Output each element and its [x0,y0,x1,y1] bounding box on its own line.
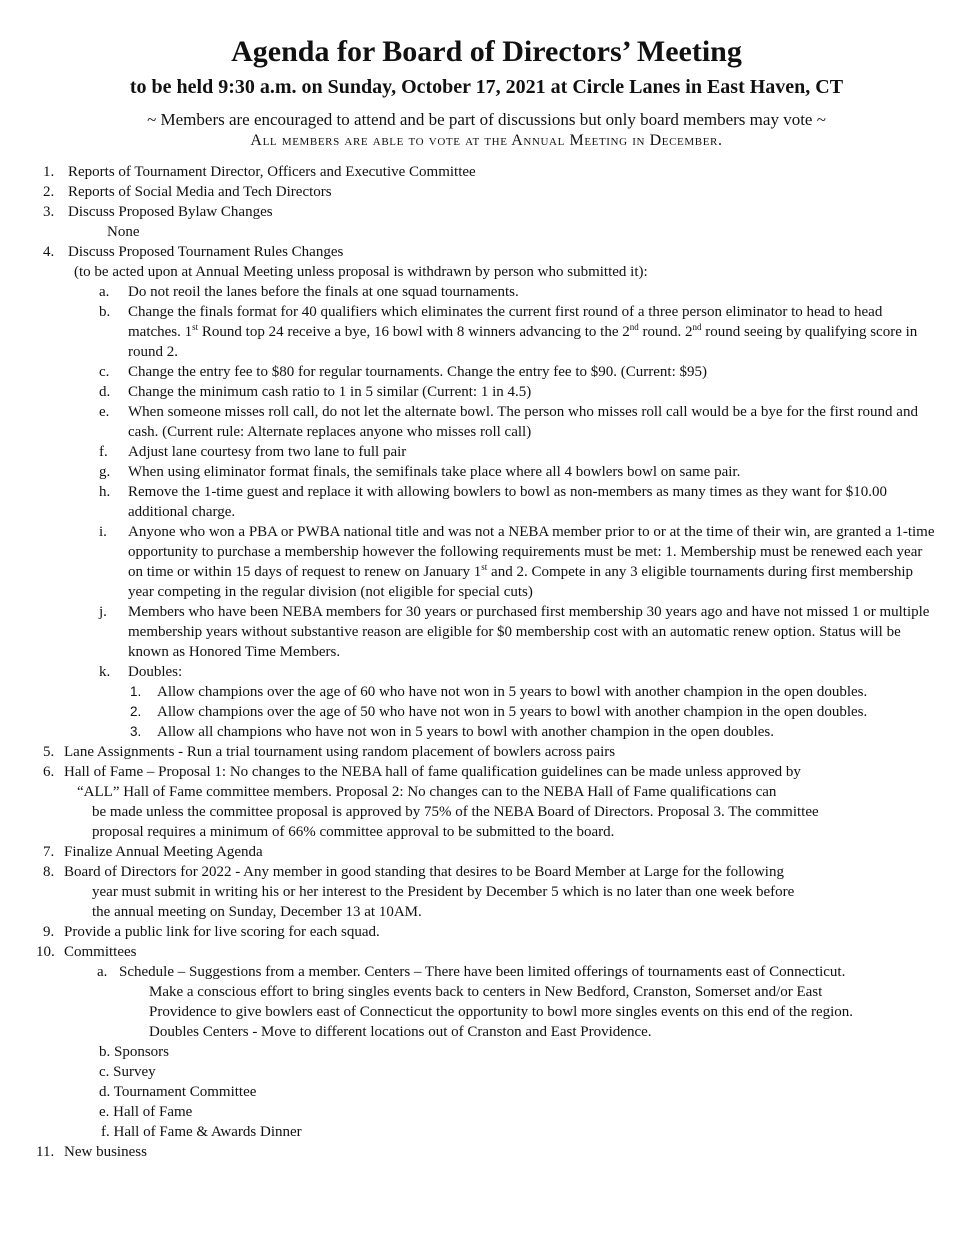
sub-item-label: d. [99,384,111,400]
agenda-item-8-line [0,882,973,902]
option-text: Allow champions over the age of 50 who have not won in 5 years to bowl with another champion in the open doubles. [157,704,868,720]
meeting-details: to be held 9:30 a.m. on Sunday, October 17, 2021 at Circle Lanes in East Haven, CT [129,76,844,98]
item-text: Reports of Tournament Director, Officers and Executive Committee [68,164,476,180]
sub-item-text: Adjust lane courtesy from two lane to full pair [128,444,407,460]
sub-item-text: d. Tournament Committee [99,1084,257,1100]
agenda-item-7 [0,842,973,862]
item-number: 6. [43,764,55,780]
item-subtext: None [107,224,140,240]
sub-item-i [0,522,973,602]
committee-schedule-line [0,1022,973,1042]
item-number: 9. [43,924,55,940]
agenda-item-2 [0,182,973,202]
sub-item-text: e. Hall of Fame [99,1104,193,1120]
sub-item-text: Do not reoil the lanes before the finals at one squad tournaments. [128,284,519,300]
sub-item-text: When someone misses roll call, do not let the alternate bowl. The person who misses roll call would be a bye for the first round and cash. (Current rule: Alternate replaces anyone who misses roll call) [128,404,918,440]
item-number: 8. [43,864,55,880]
committee-survey [0,1062,973,1082]
committee-sponsors [0,1042,973,1062]
item-number: 2. [43,184,55,200]
item-text: be made unless the committee proposal is approved by 75% of the NEBA Board of Directors. Proposal 3. The committee [92,804,819,820]
item-text: proposal requires a minimum of 66% committee approval to be submitted to the board. [92,824,615,840]
committee-schedule-line [0,1002,973,1022]
item-number: 4. [43,244,55,260]
sub-item-label: a. [99,284,110,300]
option-number: 3. [130,724,142,739]
item-text: New business [64,1144,147,1160]
sub-item-h [0,482,973,522]
sub-item-text: f. Hall of Fame & Awards Dinner [101,1124,302,1140]
item-text: Committees [64,944,137,960]
sub-item-label: h. [99,484,111,500]
sub-item-text: Remove the 1-time guest and replace it with allowing bowlers to bowl as non-members as many times as they want for $10.00 additional charge. [128,484,887,520]
sub-item-f [0,442,973,462]
agenda-item-6-line [0,822,973,842]
item-text: Provide a public link for live scoring for each squad. [64,924,380,940]
sub-item-text: When using eliminator format finals, the semifinals take place where all 4 bowlers bowl on same pair. [128,464,741,480]
agenda-item-3-sub [0,222,973,242]
sub-item-label: c. [99,364,110,380]
sub-item-label: f. [99,444,108,460]
annual-meeting-vote-note: All members are able to vote at the Annual Meeting in December. [250,132,723,149]
item-text: Lane Assignments - Run a trial tournament using random placement of bowlers across pairs [64,744,616,760]
committee-tournament [0,1082,973,1102]
item-text: year must submit in writing his or her interest to the President by December 5 which is no later than one week before [92,884,795,900]
option-number: 2. [130,704,142,719]
item-text: the annual meeting on Sunday, December 13 at 10AM. [92,904,422,920]
agenda-item-6-line [0,782,973,802]
sub-item-text: Members who have been NEBA members for 30 years or purchased first membership 30 years ago and have not missed 1 or multiple membership years without substantive reason are eligible for $0 membership cost with an automatic renew option. Status will be known as Honored Time Members. [128,604,930,660]
sub-item-g [0,462,973,482]
agenda-list [0,162,973,1162]
item-text: Discuss Proposed Tournament Rules Changes [68,244,344,260]
sub-item-k [0,662,973,682]
sub-item-label: j. [99,604,107,620]
agenda-item-6 [0,762,973,782]
sub-item-j [0,602,973,662]
agenda-item-8-line [0,902,973,922]
sub-item-label: k. [99,664,111,680]
sub-item-a [0,282,973,302]
sub-item-text: Providence to give bowlers east of Connecticut the opportunity to bowl more singles events on this end of the region. [149,1004,854,1020]
item-number: 5. [43,744,55,760]
agenda-item-10 [0,942,973,962]
sub-item-text: Change the entry fee to $80 for regular tournaments. Change the entry fee to $90. (Current: $95) [128,364,707,380]
sub-item-e [0,402,973,442]
option-number: 1. [130,684,142,699]
item-number: 3. [43,204,55,220]
item-text: Board of Directors for 2022 - Any member in good standing that desires to be Board Member at Large for the following [64,864,784,880]
agenda-item-11 [0,1142,973,1162]
item-text: Reports of Social Media and Tech Directors [68,184,332,200]
item-text: “ALL” Hall of Fame committee members. Proposal 2: No changes can to the NEBA Hall of Fame qualifications can [77,784,777,800]
committee-awards-dinner [0,1122,973,1142]
sub-item-label: g. [99,464,111,480]
sub-item-text: Anyone who won a PBA or PWBA national title and was not a NEBA member prior to or at the time of their win, are granted a 1-time opportunity to purchase a membership however the following requirements must be met: 1. Membership must be renewed each year on time or within 15 days of request to renew on January 1st and 2. Compete in any 3 eligible tournaments during first membership year competing in the regular division (not eligible for special cuts) [128,524,935,600]
option-text: Allow champions over the age of 60 who have not won in 5 years to bowl with another champion in the open doubles. [157,684,868,700]
sub-item-text: b. Sponsors [99,1044,170,1060]
committee-schedule-line [0,982,973,1002]
option-text: Allow all champions who have not won in 5 years to bowl with another champion in the open doubles. [157,724,774,740]
item-subtext: (to be acted upon at Annual Meeting unless proposal is withdrawn by person who submitted it): [74,264,648,280]
doubles-option-2 [0,702,973,722]
committee-hall-of-fame [0,1102,973,1122]
doubles-option-3 [0,722,973,742]
sub-item-b [0,302,973,362]
committee-schedule [0,962,973,982]
sub-item-text: Change the finals format for 40 qualifiers which eliminates the current first round of a three person eliminator to head to head matches. 1st Round top 24 receive a bye, 16 bowl with 8 winners advancing to the 2nd round. 2nd round seeing by qualifying score in round 2. [128,304,918,360]
agenda-item-3 [0,202,973,222]
sub-item-label: e. [99,404,110,420]
sub-item-label: i. [99,524,107,540]
sub-item-text: Change the minimum cash ratio to 1 in 5 similar (Current: 1 in 4.5) [128,384,532,400]
sub-item-text: Make a conscious effort to bring singles events back to centers in New Bedford, Cranston, Somerset and/or East [149,984,823,1000]
sub-item-text: Doubles: [128,664,183,680]
sub-item-text: c. Survey [99,1064,156,1080]
sub-item-text: Doubles Centers - Move to different locations out of Cranston and East Providence. [149,1024,652,1040]
agenda-item-1 [0,162,973,182]
agenda-item-5 [0,742,973,762]
item-text: Discuss Proposed Bylaw Changes [68,204,273,220]
sub-item-text: Schedule – Suggestions from a member. Centers – There have been limited offerings of tournaments east of Connecticut. [119,964,846,980]
agenda-item-8 [0,862,973,882]
sub-item-label: b. [99,304,111,320]
item-text: Hall of Fame – Proposal 1: No changes to the NEBA hall of fame qualification guidelines can be made unless approved by [64,764,801,780]
page-title: Agenda for Board of Directors’ Meeting [231,35,742,68]
sub-item-c [0,362,973,382]
agenda-item-4 [0,242,973,262]
item-number: 10. [36,944,55,960]
agenda-item-6-line [0,802,973,822]
members-note: ~ Members are encouraged to attend and be part of discussions but only board members may vote ~ [147,110,826,129]
sub-item-label: a. [97,964,108,980]
item-number: 11. [36,1144,55,1160]
sub-item-d [0,382,973,402]
item-text: Finalize Annual Meeting Agenda [64,844,263,860]
item-number: 7. [43,844,55,860]
item-number: 1. [43,164,55,180]
agenda-item-9 [0,922,973,942]
doubles-option-1 [0,682,973,702]
agenda-item-4-note [0,262,973,282]
